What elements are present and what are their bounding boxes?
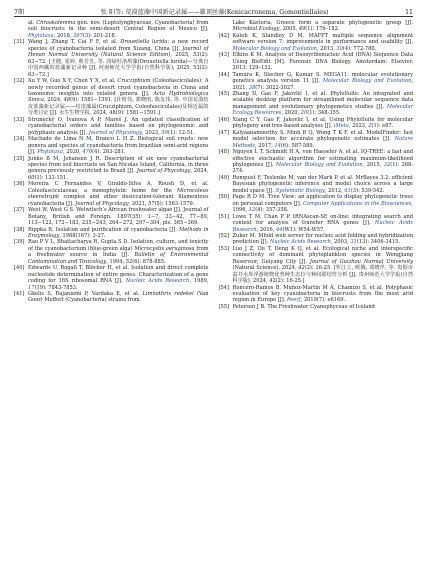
italic-text: 53 [193, 52, 200, 59]
reference-text: (W1): W54-W57. [282, 226, 325, 233]
italic-text: 49 [298, 26, 306, 33]
journal-link[interactable]: Molecular Biology and Evolution [322, 78, 412, 85]
journal-link[interactable]: Phytotaxa [37, 149, 63, 156]
journal-link[interactable]: Journal of Phycology [88, 129, 143, 136]
journal-link[interactable]: 38 [248, 84, 256, 91]
reference-text: complex and other desiccation-tolerant filamentous cyanobacteria [J]. [28, 194, 209, 207]
reference-text: , 2024, [190, 168, 209, 175]
running-title: 张 阳等: 荒漠蓝藻中国新记录属——雄顶丝藻(Konicacronema, Gomontiellales) [100, 9, 329, 16]
reference-number: [49] [218, 174, 229, 181]
reference-number: [34] [14, 136, 25, 143]
reference-number: [32] [14, 78, 25, 85]
reference-continuation [14, 20, 209, 39]
reference-number: [33] [14, 116, 25, 123]
reference-entry [14, 239, 209, 265]
reference-text: Nguyen L T, Schmidt H A, von Haeseler A, et al. IQ-TREE: a fast and effective stochastic algorithm for estimating maximum-likelihood phylogenies [J]. [232, 149, 413, 168]
reference-text: (4): 263-281. [92, 149, 126, 156]
reference-text: Roncero-Ramos B, Muñoz-Martín M Á, Chamizo S, et al. Polyphasic evaluation of key cyanobacteria in biocrusts from the most arid region in Europe [J]. [232, 284, 413, 304]
reference-text: gen. nov. (Leptolyngbyaceae, Cyanobacteria) from soil biocrusts in the semi-desert Central Region of Mexico [J]. [28, 20, 209, 33]
reference-text: , 1988(167): 3-27. [59, 232, 106, 239]
reference-text: (Van Goor) Meffert (Cyanobacteria) strains from [28, 291, 209, 304]
reference-entry [14, 181, 209, 207]
reference-text: Elkins K M. Analysis of Deoxyribonucleic Acid (DNA) Sequence Data Using BioEdit [M]. Forensic DNA Biology. Amsterdam: Elsevier, 2013: 129–132. [232, 52, 413, 72]
reference-text: (2): 63−72. [王健, 张婷, 蔡芳芳, 等. 淡绿杜洛埃藻(Drouetiella lurida)—分离自中国西藏的蓝藻新记录种 [J]. 河南师范大学学报(自然科学版), 2025, 53(2): 63−72.] [28, 52, 209, 78]
reference-text: , 2021, [232, 78, 413, 91]
reference-text: , 2020, [281, 110, 301, 117]
reference-text: (Natural Science), 2024, [232, 265, 299, 272]
reference-entry [14, 227, 209, 240]
italic-text: 52 [125, 258, 133, 265]
reference-text: Kalyaanamoorthy S, Minh B Q, Wong T K F, et al. ModelFinder: fast model selection for accurate phylogenetic estimates [J]. [232, 129, 413, 143]
italic-text: Acta Hydrobiologica Sinica [28, 90, 209, 104]
reference-text: , 2003, [330, 239, 351, 246]
reference-number: [43] [218, 52, 229, 59]
reference-entry [219, 130, 414, 149]
reference-text: Zhang D, Gao F, Jakovlić I, et al. PhyloSuite: An integrated and scalable desktop platform for streamlined molecular sequence data management and evolutionary phylogenetics studies [J]. [232, 90, 413, 110]
reference-number: [35] [14, 155, 25, 162]
reference-entry [219, 72, 414, 91]
reference-text: , 2017, [255, 142, 275, 149]
reference-text: Luo J Z, Ou T, Deng K Q, et al. Ecological niche and interspecific connectivity of dominant phytoplankton species in Wengjiang Reservoir, Guiyang City [J]. [232, 245, 413, 265]
reference-number: [46] [218, 116, 229, 123]
reference-text: Page R D M. Tree View: an application to display phylogenetic trees on personal computers [J]. [232, 194, 413, 207]
italic-text: Journal of Phycology [136, 168, 191, 175]
journal-link[interactable]: Phytotaxa [28, 32, 54, 39]
reference-text: , 2012, [324, 187, 345, 194]
reference-number: [39] [14, 239, 25, 246]
reference-text: Machado de Lima N M, Branco L H Z. Biological soil crusts: new genera and species of cyanobacteria from brazilian semi-arid regions [J]. [28, 136, 209, 156]
journal-link[interactable]: 30 [336, 45, 343, 52]
reference-text: Xiang C Y, Gao F, Jakovlić I, et al. Using PhyloSuite for molecular phylogeny and tree-based analyses [J]. [232, 116, 413, 130]
italic-text: 57 [148, 200, 155, 207]
journal-link[interactable]: 44 [276, 226, 283, 233]
reference-entry [219, 117, 414, 130]
journal-link[interactable]: 367 [73, 32, 83, 39]
reference-text: (3): 201-218. [82, 32, 117, 39]
reference-number: [51] [218, 213, 229, 220]
journal-link[interactable]: 32 [383, 161, 391, 168]
reference-text: (2): 16-25. [罗江立, 欧腾, 邓晓芹, 等. 贵阳市翁井水库浮游植物优势种生态位与种间联结性分析 [J]. 贵州师范大学学报(自然科学版), 2024, 42(2): 16-25.] [232, 265, 413, 285]
reference-text: (1): 268-274. [232, 161, 413, 175]
journal-link[interactable]: 12 [248, 207, 256, 214]
journal-link[interactable]: 470 [82, 149, 93, 156]
journal-link[interactable]: Systematic Biology [275, 187, 325, 194]
reference-entry [14, 291, 209, 304]
running-header [14, 2, 413, 17]
journal-link[interactable]: 17 [28, 284, 35, 291]
reference-text: West W, West G S. Welwitsch’s African freshwater algae [J]. Journal of Botany, British and Foreign. 1897(35): 1−7, 33−42, 77−89, 113−122, 172−183, 235−243, 264−272, 297−304, pls. 365−369. [28, 207, 209, 227]
journal-link[interactable]: Nature Methods [232, 136, 413, 149]
italic-text: Crucziphium [117, 78, 151, 85]
reference-number: [45] [218, 90, 229, 97]
journal-link[interactable]: Molecular Biology and Evolution [275, 161, 363, 168]
italic-text: Microcoleus steenstrupii [28, 187, 209, 201]
reference-text: Zuker M. Mfold web server for nucleic acid folding and hybridization prediction [J]. [232, 232, 413, 246]
reference-entry [219, 175, 414, 194]
reference-text: Ronquist F, Teslenko M, van der Mark P, et al. MrBayes 3.2: efficient Bayesian phylogenetic inference and model choice across a large model space [J]. [232, 174, 413, 194]
reference-entry [219, 285, 414, 304]
page-number: 11 [405, 9, 413, 16]
journal-link[interactable]: Nucleic Acids Research [269, 239, 331, 246]
reference-text: Lowe T M, Chan P P. tRNAscan-SE on-line: integrating search and context for analysis of transfer RNA genes [J]. [232, 213, 413, 227]
reference-text: (1): e87. [371, 123, 394, 130]
reference-number: [53] [218, 245, 229, 252]
reference-text: (1): 348-355. [307, 110, 341, 117]
reference-text: (3): 539-542. [350, 187, 385, 194]
reference-text: (9): 1581−1591. [许时伟, 郭晓雨, 陈友伟, 等. 中国荒漠结皮蓝藻新记录属——结皮藻属(Crucziphium, Coleofasciculales)及相近属的分类讨论 [J]. 水生生物学报, 2024, 48(9): 1581−1591.] [28, 97, 209, 117]
reference-text: , 2020, [62, 149, 83, 156]
reference-entry [219, 233, 414, 246]
journal-link[interactable]: Nucleic Acids Research [232, 220, 413, 233]
reference-entry [219, 304, 414, 310]
reference-text: Strunecký O, Ivanova A P, Mareš J. An updated classification of cyanobacterial orders and families based on phylogenomic and polyphasic analysis [J]. [28, 116, 209, 136]
italic-text: Drouetiella lurida [120, 39, 168, 46]
reference-text: (13): 3406-3415. [356, 239, 400, 246]
reference-text: (19): 7843-7853. [34, 284, 78, 291]
reference-text: Katoh K, Standley D M. MAFFT multiple sequence alignment software version 7: improvements in performance and usability [J]. [232, 32, 413, 46]
reference-entry [14, 156, 209, 182]
journal-link[interactable]: 14 [274, 142, 281, 149]
reference-number: [40] [14, 265, 25, 272]
italic-text: Journal of Phycology [75, 200, 129, 207]
reference-number: [55] [218, 303, 229, 310]
reference-number: [44] [218, 71, 229, 78]
reference-text: Rippka R. Isolation and purification of cyanobacteria [J]. [28, 226, 180, 233]
reference-number: [48] [218, 149, 229, 156]
reference-text: (1): 12-51. [167, 129, 195, 136]
reference-text: Gkelis S, Rajaniemi P, Vardaka E, et al. [28, 291, 143, 298]
reference-text: Lake Kastoria, Greece form a separate phylogenetic group [J]. [232, 20, 413, 26]
reference-text: Junko B M, Johansen J R. Description of six new cyanobacterial species from soil biocrusts on San Nicolas Island, California, in three genera previously restricted to Brazil [J]. [28, 155, 209, 175]
italic-text: 42 [298, 265, 305, 272]
journal-link[interactable]: Molecular Biology and Evolution [232, 45, 317, 52]
reference-text: , 2023, [348, 123, 369, 130]
reference-text: , 1996, [232, 200, 413, 214]
reference-entry [14, 136, 209, 155]
italic-text: Bulletin of Environmental Contamination and Toxicology [28, 252, 209, 265]
reference-text: , 2016, [256, 226, 277, 233]
italic-text: Journal of Henan Normal University (Natural Science Edition) [28, 45, 209, 59]
reference-entry [219, 246, 414, 285]
reference-number: [47] [218, 129, 229, 136]
italic-text: Chroakolemma [36, 20, 76, 26]
journal-link[interactable]: Computer Applications in the Biosciences [303, 200, 412, 207]
journal-link[interactable]: 31 [350, 239, 357, 246]
reference-text: (Coleofasciculales): A newly recorded genus of desert crust cyanobacteria in China and taxonomic insights into related genera [J]. [28, 78, 209, 97]
reference-entry [14, 265, 209, 291]
reference-text: Moreira C Fernandes V, Giraldo-Silva A, Roush D, et al. Coleofasciculaceae, a monophyletic home for the [28, 181, 209, 194]
journal-link[interactable]: PeerJ [286, 297, 301, 304]
italic-text: Methods in Enzymology [28, 226, 209, 239]
journal-link[interactable]: iMeta [333, 123, 349, 130]
reference-entry [219, 52, 414, 71]
reference-text: , 1994, [106, 258, 126, 265]
reference-number: [38] [14, 226, 25, 233]
reference-text: (1): 176–182. [305, 26, 340, 33]
journal-link[interactable]: 61 [344, 187, 351, 194]
reference-number: [42] [218, 32, 229, 39]
reference-text: , 2019(7): e6169. [300, 297, 346, 304]
reference-text: (7): 3022-3027. [255, 84, 296, 91]
reference-text: (6): 878-885. [132, 258, 166, 265]
journal-link[interactable]: 59 [161, 129, 168, 136]
reference-text: , 2025, [170, 52, 194, 59]
reference-text: Wang J, Zhang T, Cai F F, et al. [28, 39, 121, 46]
reference-text: Tamura K, Stecher G, Kumar S. MEGA11: molecular evolutionary genetics analysis version 11 [J]. [232, 71, 413, 85]
reference-text: , 1989, [189, 278, 209, 285]
reference-number: [31] [14, 39, 25, 46]
reference-text: , 2021, [128, 200, 149, 207]
reference-text: from a freshwater source in India [J]. [28, 245, 209, 259]
italic-text: Limnothrix redekei [142, 291, 194, 298]
reference-entry [219, 214, 414, 233]
reference-text: Xu Y W, Guo X Y, Chen Y X, et al. [28, 78, 118, 85]
reference-entry [219, 91, 414, 117]
reference-text: , 2018, [53, 32, 74, 39]
reference-entry [219, 149, 414, 175]
italic-text: 60 [28, 174, 35, 181]
italic-text: Journal of Guizhou Normal University [309, 258, 413, 265]
reference-text: (4): 357-358. [255, 207, 289, 214]
reference-number: [37] [14, 207, 25, 214]
reference-text: , 2024, [43, 97, 64, 104]
reference-continuation [219, 20, 414, 33]
page-issue: 7期 [14, 9, 25, 16]
reference-text: (4): 772-780. [342, 45, 377, 52]
reference-text: (6): 587-589. [280, 142, 315, 149]
reference-entry [219, 33, 414, 52]
reference-text: : a new record species of cyanobacteria isolated from Xizang, China [J]. [28, 39, 209, 52]
italic-text: Microbial Ecology [232, 26, 280, 33]
reference-entry [14, 39, 209, 78]
references-right-column [219, 20, 414, 575]
journal-link[interactable]: Nucleic Acids Research [125, 278, 190, 285]
reference-number: [50] [218, 194, 229, 201]
reference-entry [14, 207, 209, 226]
reference-entry [14, 117, 209, 136]
reference-number: [41] [14, 291, 25, 298]
references-left-column [14, 20, 209, 575]
italic-text: 48 [63, 97, 71, 104]
reference-text: (1): 133-151. [34, 174, 68, 181]
journal-link[interactable]: 2 [368, 123, 372, 130]
journal-link[interactable]: Molecular Ecology Resources [232, 103, 413, 117]
reference-text: Rao P V L, Bhattacharya R, Gupta S D. Isolation, culture, and toxicity of the cyanobacterium (blue-green alga) [28, 239, 209, 252]
italic-text: Microcystis aeruginosa [134, 245, 195, 252]
reference-text: Edwards U, Rogall T, Blöcker H, et al. Isolation and direct complete nucleotide determination of entire genes. Characterization of a gene coding for 16S ribosomal RNA [J]. [28, 265, 209, 285]
reference-text: , 2013, [316, 45, 337, 52]
reference-text: , 2023, [142, 129, 162, 136]
reference-text: , 2015, [362, 161, 384, 168]
reference-text: , 2005, [279, 26, 299, 33]
journal-link[interactable]: 20 [300, 110, 308, 117]
reference-text: al. [28, 20, 37, 26]
reference-number: [36] [14, 181, 25, 188]
reference-number: [54] [218, 284, 229, 291]
reference-text: (5): 1563-1579. [154, 200, 195, 207]
reference-number: [52] [218, 232, 229, 239]
reference-text: Petersen J B. The Freshwater Cyanophyceae of Iceland [232, 303, 375, 310]
reference-entry [14, 78, 209, 117]
reference-entry [219, 194, 414, 213]
